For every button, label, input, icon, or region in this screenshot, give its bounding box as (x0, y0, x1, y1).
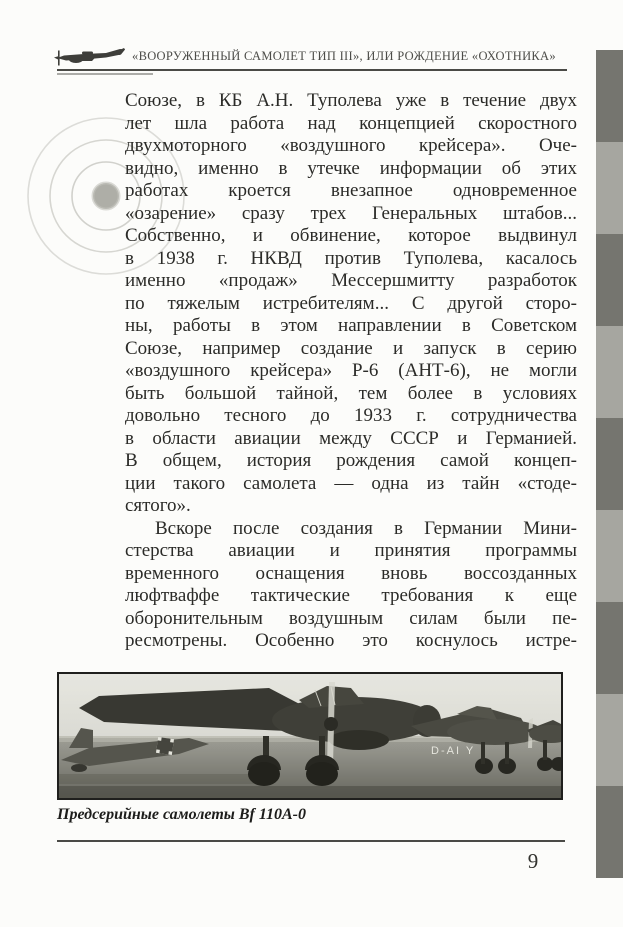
page-edge-tabs (596, 50, 623, 878)
text-line: люфтваффе тактические требования к еще (125, 585, 577, 606)
text-line: «воздушного крейсера» Р-6 (АНТ-6), не могли (125, 360, 577, 381)
aircraft-silhouette-icon (54, 45, 128, 71)
text-line: ны, работы в этом направлении в Советском (125, 315, 577, 336)
text-line: оборонительным воздушным силам были пе- (125, 607, 577, 629)
edge-tab (596, 418, 623, 510)
photo-bf110-lineup (57, 672, 563, 800)
text-line: видно, именно в утечке информации об этих (125, 157, 577, 179)
edge-tab (596, 786, 623, 878)
text-line: временного оснащения вновь воссозданных (125, 562, 577, 584)
text-line: В общем, история рождения самой концеп- (125, 450, 577, 471)
page-number: 9 (527, 849, 539, 873)
edge-tab (596, 602, 623, 694)
edge-tab (596, 326, 623, 418)
photo-illustration (59, 674, 561, 798)
footer-rule (57, 840, 565, 842)
text-line: «озарение» сразу трех Генеральных штабов... (125, 202, 577, 224)
text-line: стерства авиации и принятия программы (125, 540, 577, 561)
edge-tab (596, 234, 623, 326)
figure-caption: Предсерийные самолеты Bf 110A-0 (57, 806, 306, 823)
text-line: Союзе, в КБ А.Н. Туполева уже в течение двух (125, 90, 577, 111)
text-line: довольно тесного до 1933 г. сотрудничества (125, 405, 577, 426)
text-line: быть большой тайной, тем более в условиях (125, 382, 577, 404)
edge-tab (596, 142, 623, 234)
text-line: по тяжелым истребителям... С другой сторо- (125, 292, 577, 314)
text-line: лет шла работа над концепцией скоростного (125, 112, 577, 134)
edge-tab (596, 694, 623, 786)
text-line: в области авиации между СССР и Германией. (125, 427, 577, 449)
edge-tab (596, 50, 623, 142)
text-line: ции такого самолета — одна из тайн «стоде- (125, 472, 577, 494)
text-line: двухмоторного «воздушного крейсера». Оче- (125, 135, 577, 156)
header-rule (57, 69, 567, 71)
text-line: в 1938 г. НКВД против Туполева, касалось (125, 247, 577, 269)
text-line: Союзе, например создание и запуск в серию (125, 337, 577, 359)
edge-tab (596, 510, 623, 602)
text-line: работах кроется внезапное одновременное (125, 180, 577, 201)
running-header-title: «ВООРУЖЕННЫЙ САМОЛЕТ ТИП III», ИЛИ РОЖДЕНИЕ «ОХОТНИКА» (132, 49, 556, 63)
header-rule-accent (57, 73, 153, 75)
text-line: сятого». (125, 495, 191, 516)
text-line: ресмотрены. Особенно это коснулось истре- (125, 630, 577, 651)
body-text (125, 90, 577, 653)
text-line: Собственно, и обвинение, которое выдвинул (125, 225, 577, 246)
text-line: Вскоре после создания в Германии Мини- (155, 517, 577, 539)
text-line: именно «продаж» Мессершмитту разработок (125, 270, 577, 291)
photo-registration-text: D-AI Y (431, 745, 476, 757)
